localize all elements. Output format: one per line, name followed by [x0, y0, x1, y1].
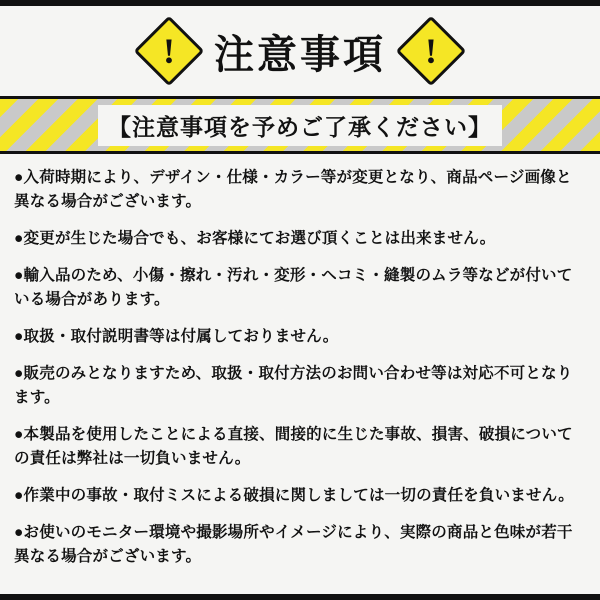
list-item: ●取扱・取付説明書等は付属しておりません。	[14, 328, 339, 346]
list-item: ●輸入品のため、小傷・擦れ・汚れ・変形・ヘコミ・縫製のムラ等などが付いている場合があります。	[14, 267, 573, 309]
hazard-stripe-band	[0, 96, 600, 154]
notice-list	[0, 158, 600, 594]
list-item: ●本製品を使用したことによる直接、間接的に生じた事故、損害、破損についての責任は弊社は一切負いません。	[14, 426, 573, 468]
list-item: ●販売のみとなりますため、取扱・取付方法のお問い合わせ等は対応不可となります。	[14, 365, 573, 407]
warning-sign-left-icon	[138, 20, 200, 82]
bottom-rule	[0, 594, 600, 600]
notice-subtitle: 【注意事項を予めご了承ください】	[98, 105, 502, 146]
exclamation-mark-left: !	[163, 31, 175, 71]
list-item: ●作業中の事故・取付ミスによる破損に関しましては一切の責任を負いません。	[14, 487, 574, 505]
list-item: ●入荷時期により、デザイン・仕様・カラー等が変更となり、商品ページ画像と異なる場合がございます。	[14, 169, 572, 211]
notice-header	[0, 6, 600, 96]
page-title: 注意事項	[214, 32, 386, 77]
list-item: ●お使いのモニター環境や撮影場所やイメージにより、実際の商品と色味が若干異なる場合がございます。	[14, 524, 573, 566]
exclamation-mark-right: !	[425, 31, 437, 71]
warning-sign-right-icon	[400, 20, 462, 82]
list-item: ●変更が生じた場合でも、お客様にてお選び頂くことは出来ません。	[14, 230, 496, 248]
